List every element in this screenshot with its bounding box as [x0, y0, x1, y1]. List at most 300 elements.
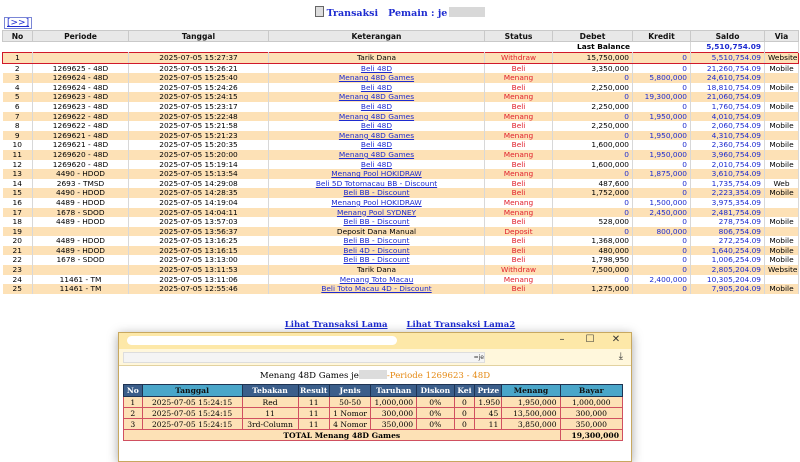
column-header: No — [3, 31, 33, 42]
row-via — [765, 92, 799, 102]
row-description[interactable]: Beli 48D — [269, 83, 485, 93]
row-balance: 3,975,354.09 — [691, 198, 765, 208]
row-credit: 0 — [633, 83, 691, 93]
top-bar — [0, 0, 800, 30]
row-periode: 2693 - TMSD — [33, 179, 129, 189]
row-status: Beli — [485, 284, 553, 294]
row-date: 2025-07-05 13:13:00 — [129, 255, 269, 265]
table-row — [3, 265, 799, 275]
row-status: Beli — [485, 246, 553, 256]
row-description: Tarik Dana — [269, 53, 485, 64]
row-via: Website — [765, 265, 799, 275]
detail-total-value: 19,300,000 — [560, 430, 622, 441]
row-status: Beli — [485, 102, 553, 112]
table-row — [3, 284, 799, 294]
row-number: 17 — [3, 208, 33, 218]
detail-cell-menang: 1,950,000 — [502, 397, 560, 408]
row-description[interactable]: Beli 48D — [269, 63, 485, 73]
row-via — [765, 150, 799, 160]
row-description[interactable]: Menang Pool SYDNEY — [269, 208, 485, 218]
row-debit: 1,752,000 — [553, 188, 633, 198]
table-row — [3, 150, 799, 160]
title-prefix: Transaksi — [326, 8, 379, 19]
column-header: Tanggal — [129, 31, 269, 42]
detail-column-header: Taruhan — [371, 385, 417, 397]
row-periode: 4490 - HDOD — [33, 188, 129, 198]
row-number: 25 — [3, 284, 33, 294]
row-balance: 278,754.09 — [691, 217, 765, 227]
row-periode: 1269623 - 48D — [33, 102, 129, 112]
row-credit: 0 — [633, 179, 691, 189]
row-balance: 4,310,754.09 — [691, 131, 765, 141]
detail-cell-result: 11 — [298, 408, 329, 419]
table-row — [3, 179, 799, 189]
old-transactions-link[interactable]: Lihat Transaksi Lama — [284, 320, 388, 330]
popup-titlebar — [119, 333, 631, 349]
address-field[interactable]: =je — [123, 352, 485, 363]
detail-cell-tanggal: 2025-07-05 15:24:15 — [142, 408, 242, 419]
table-row — [3, 275, 799, 285]
row-debit: 528,000 — [553, 217, 633, 227]
detail-cell-menang: 3,850,000 — [502, 419, 560, 430]
row-status: Beli — [485, 236, 553, 246]
row-date: 2025-07-05 14:04:11 — [129, 208, 269, 218]
row-description[interactable]: Menang 48D Games — [269, 131, 485, 141]
row-via: Mobile — [765, 63, 799, 73]
detail-column-header: Diskon — [417, 385, 454, 397]
row-debit: 480,000 — [553, 246, 633, 256]
row-balance: 18,810,754.09 — [691, 83, 765, 93]
row-periode — [33, 265, 129, 275]
row-via — [765, 169, 799, 179]
download-icon[interactable]: ⤓ — [618, 351, 623, 362]
row-credit: 0 — [633, 255, 691, 265]
row-debit: 15,750,000 — [553, 53, 633, 64]
row-number: 19 — [3, 227, 33, 237]
row-date: 2025-07-05 15:20:00 — [129, 150, 269, 160]
row-via: Website — [765, 53, 799, 64]
popup-periode: -Periode 1269623 - 48D — [386, 371, 491, 381]
row-balance: 1,760,754.09 — [691, 102, 765, 112]
row-description[interactable]: Menang 48D Games — [269, 73, 485, 83]
row-periode: 4489 - HDOD — [33, 246, 129, 256]
row-number: 16 — [3, 198, 33, 208]
row-periode: 1678 - SDOD — [33, 255, 129, 265]
row-description: Tarik Dana — [269, 265, 485, 275]
row-status: Menang — [485, 92, 553, 102]
table-header — [3, 31, 799, 42]
row-credit: 0 — [633, 284, 691, 294]
row-number: 2 — [3, 63, 33, 73]
row-description[interactable]: Beli BB - Discount — [269, 217, 485, 227]
detail-column-header: Bayar — [560, 385, 622, 397]
row-credit: 1,500,000 — [633, 198, 691, 208]
row-description[interactable]: Beli 48D — [269, 140, 485, 150]
row-periode: 1269624 - 48D — [33, 73, 129, 83]
row-number: 6 — [3, 102, 33, 112]
row-periode: 1269622 - 48D — [33, 121, 129, 131]
row-periode: 4489 - HDOD — [33, 198, 129, 208]
column-header: Periode — [33, 31, 129, 42]
row-credit: 1,950,000 — [633, 131, 691, 141]
row-periode: 4489 - HDOD — [33, 236, 129, 246]
row-description[interactable]: Beli BB - Discount — [269, 188, 485, 198]
row-number: 21 — [3, 246, 33, 256]
table-row — [3, 53, 799, 64]
detail-cell-bayar: 350,000 — [560, 419, 622, 430]
row-debit: 0 — [553, 150, 633, 160]
row-balance: 2,360,754.09 — [691, 140, 765, 150]
row-description[interactable]: Beli 5D Totomacau BB - Discount — [269, 179, 485, 189]
row-date: 2025-07-05 13:16:25 — [129, 236, 269, 246]
row-credit: 1,950,000 — [633, 112, 691, 122]
row-date: 2025-07-05 15:23:17 — [129, 102, 269, 112]
detail-total-label: TOTAL Menang 48D Games — [124, 430, 561, 441]
row-date: 2025-07-05 15:26:21 — [129, 63, 269, 73]
row-credit: 1,875,000 — [633, 169, 691, 179]
row-status: Beli — [485, 160, 553, 170]
row-date: 2025-07-05 13:56:37 — [129, 227, 269, 237]
row-via: Mobile — [765, 140, 799, 150]
row-periode — [33, 53, 129, 64]
row-balance: 21,260,754.09 — [691, 63, 765, 73]
row-via — [765, 275, 799, 285]
detail-cell-tanggal: 2025-07-05 15:24:15 — [142, 397, 242, 408]
detail-cell-tebakan: 3rd-Column — [242, 419, 298, 430]
row-balance: 2,805,204.09 — [691, 265, 765, 275]
detail-column-header: Jenis — [329, 385, 371, 397]
detail-cell-tanggal: 2025-07-05 15:24:15 — [142, 419, 242, 430]
row-date: 2025-07-05 15:20:35 — [129, 140, 269, 150]
row-balance: 5,510,754.09 — [691, 53, 765, 64]
table-row — [3, 73, 799, 83]
row-status: Menang — [485, 112, 553, 122]
column-header: Keterangan — [269, 31, 485, 42]
table-row — [3, 198, 799, 208]
row-periode: 1269623 - 48D — [33, 92, 129, 102]
row-credit: 800,000 — [633, 227, 691, 237]
detail-row — [124, 397, 623, 408]
row-via: Web — [765, 179, 799, 189]
row-description[interactable]: Beli 48D — [269, 102, 485, 112]
row-status: Beli — [485, 83, 553, 93]
row-via: Mobile — [765, 284, 799, 294]
row-balance: 21,060,754.09 — [691, 92, 765, 102]
title-player: Pemain : je — [388, 8, 448, 19]
row-balance: 1,006,254.09 — [691, 255, 765, 265]
detail-cell-prize: 11 — [475, 419, 502, 430]
row-balance: 2,481,754.09 — [691, 208, 765, 218]
row-status: Menang — [485, 208, 553, 218]
row-date: 2025-07-05 15:13:54 — [129, 169, 269, 179]
detail-column-header: No — [124, 385, 143, 397]
row-periode: 4489 - HDOD — [33, 217, 129, 227]
row-periode: 1269620 - 48D — [33, 150, 129, 160]
detail-cell-bayar: 300,000 — [560, 408, 622, 419]
row-status: Beli — [485, 217, 553, 227]
detail-total-row — [124, 430, 623, 441]
close-icon[interactable]: ✕ — [611, 334, 621, 345]
row-description[interactable]: Menang Pool HOKIDRAW — [269, 169, 485, 179]
row-status: Beli — [485, 121, 553, 131]
row-debit: 0 — [553, 227, 633, 237]
table-row — [3, 160, 799, 170]
row-credit: 0 — [633, 102, 691, 112]
row-periode: 1269622 - 48D — [33, 112, 129, 122]
row-credit: 19,300,000 — [633, 92, 691, 102]
row-credit: 0 — [633, 63, 691, 73]
row-date: 2025-07-05 15:21:58 — [129, 121, 269, 131]
row-status: Deposit — [485, 227, 553, 237]
detail-cell-prize: 1.950 — [475, 397, 502, 408]
detail-cell-diskon: 0% — [417, 419, 454, 430]
popup-heading-text: Menang 48D Games je — [259, 371, 359, 381]
row-description[interactable]: Beli Toto Macau 4D - Discount — [269, 284, 485, 294]
row-number: 14 — [3, 179, 33, 189]
page-title — [0, 6, 800, 19]
row-description[interactable]: Menang Toto Macau — [269, 275, 485, 285]
row-periode: 1269621 - 48D — [33, 140, 129, 150]
detail-cell-diskon: 0% — [417, 408, 454, 419]
popup-address-bar — [119, 349, 631, 366]
row-debit: 2,250,000 — [553, 83, 633, 93]
column-header: Via — [765, 31, 799, 42]
detail-cell-no: 2 — [124, 408, 143, 419]
row-date: 2025-07-05 13:57:03 — [129, 217, 269, 227]
row-date: 2025-07-05 15:19:14 — [129, 160, 269, 170]
table-row — [3, 140, 799, 150]
row-balance: 272,254.09 — [691, 236, 765, 246]
row-date: 2025-07-05 15:22:48 — [129, 112, 269, 122]
row-number: 7 — [3, 112, 33, 122]
old-transactions-2-link[interactable]: Lihat Transaksi Lama2 — [406, 320, 516, 330]
detail-cell-prize: 45 — [475, 408, 502, 419]
table-row — [3, 188, 799, 198]
row-date: 2025-07-05 15:24:15 — [129, 92, 269, 102]
row-credit: 0 — [633, 160, 691, 170]
detail-cell-no: 1 — [124, 397, 143, 408]
maximize-icon[interactable]: ☐ — [585, 334, 595, 345]
detail-cell-taruhan: 1,000,000 — [371, 397, 417, 408]
row-status: Beli — [485, 179, 553, 189]
row-description[interactable]: Beli BB - Discount — [269, 236, 485, 246]
row-number: 1 — [3, 53, 33, 64]
row-date: 2025-07-05 15:27:37 — [129, 53, 269, 64]
row-periode: 1269624 - 48D — [33, 83, 129, 93]
row-status: Withdraw — [485, 53, 553, 64]
transaction-table — [2, 30, 799, 294]
last-balance-row — [3, 42, 799, 53]
detail-cell-taruhan: 300,000 — [371, 408, 417, 419]
row-periode: 4490 - HDOD — [33, 169, 129, 179]
row-periode: 1269625 - 48D — [33, 63, 129, 73]
row-date: 2025-07-05 15:24:26 — [129, 83, 269, 93]
row-status: Beli — [485, 63, 553, 73]
row-debit: 1,798,950 — [553, 255, 633, 265]
detail-column-header: Kei — [454, 385, 475, 397]
row-balance: 24,610,754.09 — [691, 73, 765, 83]
row-via: Mobile — [765, 188, 799, 198]
row-status: Withdraw — [485, 265, 553, 275]
row-number: 23 — [3, 265, 33, 275]
row-balance: 806,754.09 — [691, 227, 765, 237]
row-number: 20 — [3, 236, 33, 246]
row-description[interactable]: Beli BB - Discount — [269, 255, 485, 265]
row-description[interactable]: Menang Pool HOKIDRAW — [269, 198, 485, 208]
table-row — [3, 112, 799, 122]
detail-popup-window — [118, 332, 632, 462]
row-credit: 1,950,000 — [633, 150, 691, 160]
row-number: 4 — [3, 83, 33, 93]
table-row — [3, 236, 799, 246]
redacted-player — [359, 370, 387, 379]
detail-column-header: Tanggal — [142, 385, 242, 397]
row-credit: 2,400,000 — [633, 275, 691, 285]
row-balance: 4,010,754.09 — [691, 112, 765, 122]
table-row — [3, 121, 799, 131]
column-header: Kredit — [633, 31, 691, 42]
detail-cell-taruhan: 350,000 — [371, 419, 417, 430]
row-via — [765, 208, 799, 218]
detail-cell-kei: 0 — [454, 408, 475, 419]
row-description[interactable]: Menang 48D Games — [269, 92, 485, 102]
row-balance: 1,735,754.09 — [691, 179, 765, 189]
win-detail-table — [123, 384, 623, 441]
table-row — [3, 83, 799, 93]
row-debit: 0 — [553, 208, 633, 218]
detail-cell-no: 3 — [124, 419, 143, 430]
row-debit: 2,250,000 — [553, 102, 633, 112]
row-via: Mobile — [765, 246, 799, 256]
row-periode: 11461 - TM — [33, 275, 129, 285]
detail-cell-tebakan: Red — [242, 397, 298, 408]
row-debit: 0 — [553, 169, 633, 179]
detail-column-header: Result — [300, 386, 328, 395]
detail-cell-jenis: 1 Nomor — [329, 408, 371, 419]
table-row — [3, 246, 799, 256]
row-credit: 0 — [633, 140, 691, 150]
row-balance: 1,640,254.09 — [691, 246, 765, 256]
row-description[interactable]: Beli 48D — [269, 160, 485, 170]
history-links — [0, 320, 800, 330]
row-description[interactable]: Menang 48D Games — [269, 150, 485, 160]
table-row — [3, 227, 799, 237]
row-periode: 1269621 - 48D — [33, 131, 129, 141]
row-via: Mobile — [765, 121, 799, 131]
win-detail-header — [124, 385, 623, 397]
row-credit: 0 — [633, 121, 691, 131]
row-periode: 1269620 - 48D — [33, 160, 129, 170]
row-periode: 11461 - TM — [33, 284, 129, 294]
popup-heading — [119, 370, 631, 381]
row-status: Menang — [485, 275, 553, 285]
row-balance: 3,960,754.09 — [691, 150, 765, 160]
row-periode — [33, 227, 129, 237]
row-debit: 0 — [553, 73, 633, 83]
detail-cell-diskon: 0% — [417, 397, 454, 408]
row-via — [765, 227, 799, 237]
row-status: Beli — [485, 255, 553, 265]
row-date: 2025-07-05 14:29:08 — [129, 179, 269, 189]
row-credit: 0 — [633, 53, 691, 64]
detail-cell-result: 11 — [298, 397, 329, 408]
row-credit: 0 — [633, 188, 691, 198]
row-number: 3 — [3, 73, 33, 83]
detail-cell-bayar: 1,000,000 — [560, 397, 622, 408]
row-date: 2025-07-05 14:28:35 — [129, 188, 269, 198]
row-via — [765, 73, 799, 83]
row-debit: 487,600 — [553, 179, 633, 189]
row-date: 2025-07-05 15:25:40 — [129, 73, 269, 83]
redacted-url — [127, 336, 397, 345]
row-debit: 1,275,000 — [553, 284, 633, 294]
column-header: Status — [485, 31, 553, 42]
row-description: Deposit Dana Manual — [269, 227, 485, 237]
detail-cell-kei: 0 — [454, 397, 475, 408]
row-status: Menang — [485, 150, 553, 160]
table-row — [3, 255, 799, 265]
row-via: Mobile — [765, 83, 799, 93]
row-via: Mobile — [765, 160, 799, 170]
detail-cell-result: 11 — [298, 419, 329, 430]
row-description[interactable]: Beli 48D — [269, 121, 485, 131]
row-number: 15 — [3, 188, 33, 198]
detail-cell-jenis: 50-50 — [329, 397, 371, 408]
detail-column-header: Prize — [475, 385, 502, 397]
row-date: 2025-07-05 12:55:46 — [129, 284, 269, 294]
table-row — [3, 169, 799, 179]
row-description[interactable]: Beli 4D - Discount — [269, 246, 485, 256]
row-balance: 7,905,204.09 — [691, 284, 765, 294]
row-balance: 2,010,754.09 — [691, 160, 765, 170]
expand-nav-link[interactable]: [>>] — [4, 17, 32, 29]
column-header: Saldo — [691, 31, 765, 42]
row-credit: 0 — [633, 265, 691, 275]
table-row — [3, 131, 799, 141]
table-row — [3, 208, 799, 218]
row-debit: 1,368,000 — [553, 236, 633, 246]
minimize-icon[interactable]: – — [559, 334, 565, 345]
row-periode: 1678 - SDOD — [33, 208, 129, 218]
detail-cell-tebakan: 11 — [242, 408, 298, 419]
row-status: Menang — [485, 73, 553, 83]
row-number: 22 — [3, 255, 33, 265]
row-number: 24 — [3, 275, 33, 285]
row-date: 2025-07-05 13:16:15 — [129, 246, 269, 256]
row-debit: 0 — [553, 275, 633, 285]
row-number: 12 — [3, 160, 33, 170]
row-status: Beli — [485, 140, 553, 150]
row-via — [765, 112, 799, 122]
row-debit: 2,250,000 — [553, 121, 633, 131]
row-balance: 10,305,204.09 — [691, 275, 765, 285]
row-credit: 2,450,000 — [633, 208, 691, 218]
column-header: Debet — [553, 31, 633, 42]
row-debit: 0 — [553, 92, 633, 102]
row-description[interactable]: Menang 48D Games — [269, 112, 485, 122]
row-via: Mobile — [765, 236, 799, 246]
row-date: 2025-07-05 15:21:23 — [129, 131, 269, 141]
row-via — [765, 198, 799, 208]
table-row — [3, 63, 799, 73]
row-via: Mobile — [765, 217, 799, 227]
row-status: Menang — [485, 131, 553, 141]
row-credit: 5,800,000 — [633, 73, 691, 83]
row-via: Mobile — [765, 255, 799, 265]
redacted-username — [449, 7, 485, 17]
row-debit: 0 — [553, 112, 633, 122]
row-debit: 1,600,000 — [553, 160, 633, 170]
